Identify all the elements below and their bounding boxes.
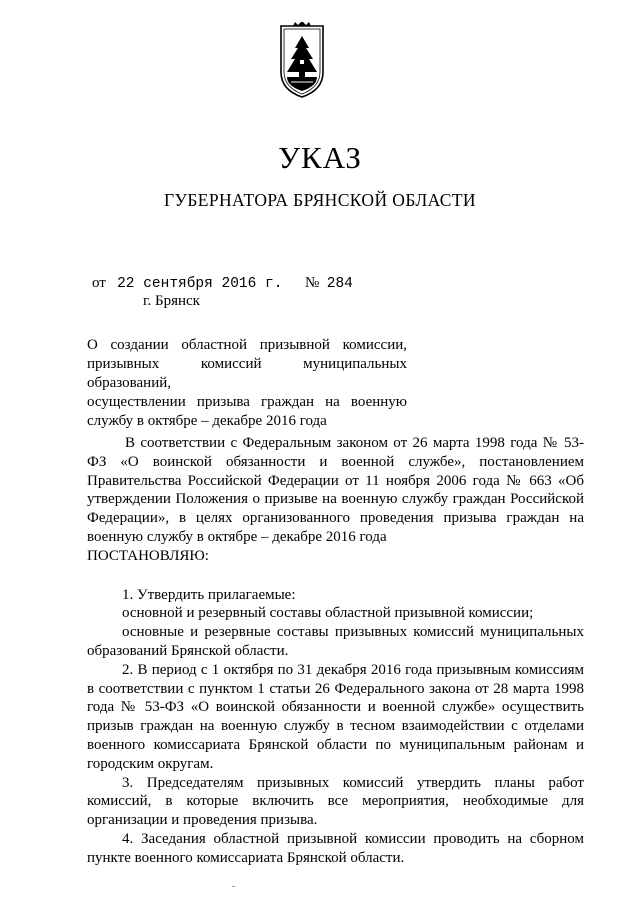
date-prefix: от [92,275,106,291]
item-paragraph: 2. В период с 1 октября по 31 декабря 2016 года призывным комиссиям в соответствии с пунктом 1 статьи 26 Федерального закона от 28 марта 1998 года № 53-ФЗ «О воинской обязанности и военной службе» осуществить призыв граждан на военную службу в тесном взаимодействии с отделами военного комиссариата Брянской области по муниципальным районам и городским округам. [87,661,584,772]
document-subtitle: ГУБЕРНАТОРА БРЯНСКОЙ ОБЛАСТИ [164,190,476,210]
spacer [87,566,584,586]
scan-artifact [232,886,235,887]
document-title: УКАЗ [278,140,362,175]
subject-line: службу в октябре – декабре 2016 года [87,413,327,429]
document-body [87,434,584,868]
subject-line: О создании областной призывной комиссии, [87,337,407,353]
document-number: 284 [326,276,353,292]
subject-line: осуществлении призыва граждан на военную [87,394,407,410]
document-date: 22 сентября 2016 г. [117,276,283,292]
number-prefix: № [304,275,320,291]
item-paragraph: 4. Заседания областной призывной комиссии проводить на сборном пункте военного комиссариата Брянской области. [87,830,584,866]
preamble-paragraph: В соответствии с Федеральным законом от 26 марта 1998 года № 53-ФЗ «О воинской обязанности и военной службе», постановлением Правительства Российской Федерации от 11 ноября 2006 года № 663 «Об утверждении Положения о призыве на военную службу граждан Российской Федерации», в целях организованного проведения призыва граждан на военную службу в октябре – декабре 2016 года [87,435,584,545]
bryansk-coat-of-arms-icon [273,22,331,100]
decree-word: ПОСТАНОВЛЯЮ: [87,547,209,564]
item-paragraph: основной и резервный составы областной призывной комиссии; [122,605,534,622]
document-city: г. Брянск [143,293,200,309]
document-subject [87,336,407,431]
item-paragraph: основные и резервные составы призывных комиссий муниципальных образований Брянской области. [87,624,584,659]
subject-line: призывных комиссий муниципальных образований, [87,356,407,391]
document-meta [92,275,353,292]
item-paragraph: 3. Председателям призывных комиссий утвердить планы работ комиссий, в которые включить все мероприятия, необходимые для организации и проведения призыва. [87,774,584,829]
item-paragraph: 1. Утвердить прилагаемые: [122,586,296,603]
